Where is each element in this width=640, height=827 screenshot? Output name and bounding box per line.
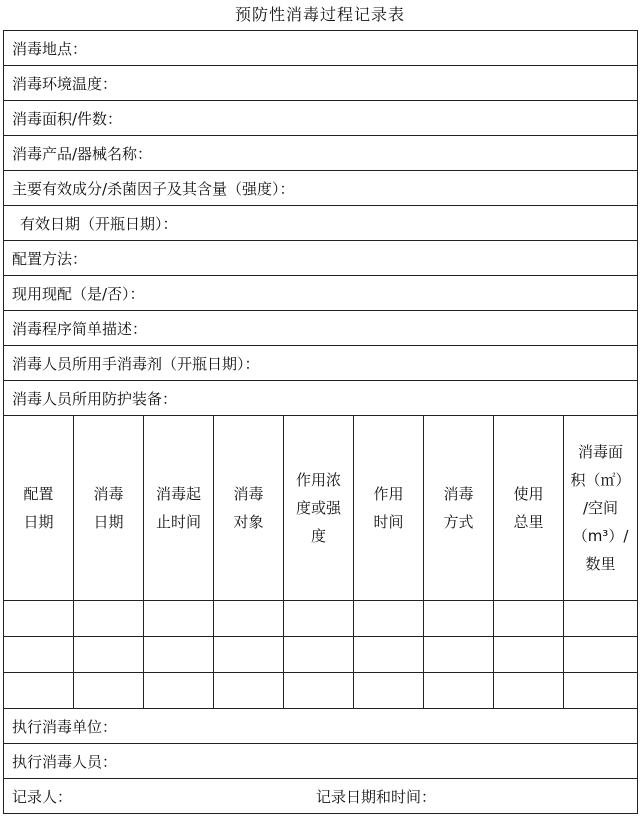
- table-cell[interactable]: [144, 673, 214, 709]
- field-expiry-date[interactable]: 有效日期（开瓶日期）：: [4, 206, 638, 241]
- field-procedure[interactable]: 消毒程序简单描述：: [4, 311, 638, 346]
- table-cell[interactable]: [214, 673, 284, 709]
- table-cell[interactable]: [564, 673, 638, 709]
- header-disinfect-date: 消毒 日期: [74, 416, 144, 601]
- field-freshly-prepared[interactable]: 现用现配（是/否）：: [4, 276, 638, 311]
- field-protective-equipment[interactable]: 消毒人员所用防护装备：: [4, 381, 638, 416]
- table-cell[interactable]: [74, 637, 144, 673]
- table-cell[interactable]: [214, 601, 284, 637]
- table-cell[interactable]: [4, 601, 74, 637]
- field-hand-sanitizer[interactable]: 消毒人员所用手消毒剂（开瓶日期）：: [4, 346, 638, 381]
- header-total-usage: 使用 总里: [494, 416, 564, 601]
- table-cell[interactable]: [354, 637, 424, 673]
- header-duration: 作用 时间: [354, 416, 424, 601]
- table-cell[interactable]: [74, 601, 144, 637]
- table-cell[interactable]: [494, 673, 564, 709]
- field-active-ingredient[interactable]: 主要有效成分/杀菌因子及其含量（强度）：: [4, 171, 638, 206]
- field-location[interactable]: 消毒地点：: [4, 31, 638, 66]
- table-row: [4, 637, 638, 673]
- table-header-row: [4, 416, 638, 601]
- field-preparation-method[interactable]: 配置方法：: [4, 241, 638, 276]
- field-product-name[interactable]: 消毒产品/器械名称：: [4, 136, 638, 171]
- table-cell[interactable]: [354, 601, 424, 637]
- field-area-count[interactable]: 消毒面积/件数：: [4, 101, 638, 136]
- field-executing-personnel[interactable]: 执行消毒人员：: [4, 744, 638, 779]
- table-cell[interactable]: [354, 673, 424, 709]
- table-cell[interactable]: [4, 637, 74, 673]
- table-cell[interactable]: [284, 601, 354, 637]
- table-cell[interactable]: [214, 637, 284, 673]
- table-cell[interactable]: [494, 601, 564, 637]
- table-cell[interactable]: [564, 637, 638, 673]
- header-prep-date: 配置 日期: [4, 416, 74, 601]
- field-record-datetime[interactable]: 记录日期和时间：: [316, 787, 437, 806]
- footer-row: [4, 779, 638, 814]
- field-temperature[interactable]: 消毒环境温度：: [4, 66, 638, 101]
- table-cell[interactable]: [284, 637, 354, 673]
- table-cell[interactable]: [494, 637, 564, 673]
- table-cell[interactable]: [144, 601, 214, 637]
- header-concentration: 作用浓 度或强 度: [284, 416, 354, 601]
- table-cell[interactable]: [284, 673, 354, 709]
- table-cell[interactable]: [424, 601, 494, 637]
- header-method: 消毒 方式: [424, 416, 494, 601]
- table-row: [4, 673, 638, 709]
- table-cell[interactable]: [424, 673, 494, 709]
- header-area-volume-count: 消毒面 积（㎡） /空间 （m³）/ 数里: [564, 416, 638, 601]
- disinfection-record-table: [3, 30, 638, 814]
- field-recorder[interactable]: 记录人：: [12, 787, 73, 806]
- field-executing-unit[interactable]: 执行消毒单位：: [4, 709, 638, 744]
- form-title: 预防性消毒过程记录表: [234, 5, 405, 24]
- table-cell[interactable]: [144, 637, 214, 673]
- header-target: 消毒 对象: [214, 416, 284, 601]
- table-row: [4, 601, 638, 637]
- table-cell[interactable]: [424, 637, 494, 673]
- table-cell[interactable]: [74, 673, 144, 709]
- table-cell[interactable]: [4, 673, 74, 709]
- header-time-range: 消毒起 止时间: [144, 416, 214, 601]
- table-cell[interactable]: [564, 601, 638, 637]
